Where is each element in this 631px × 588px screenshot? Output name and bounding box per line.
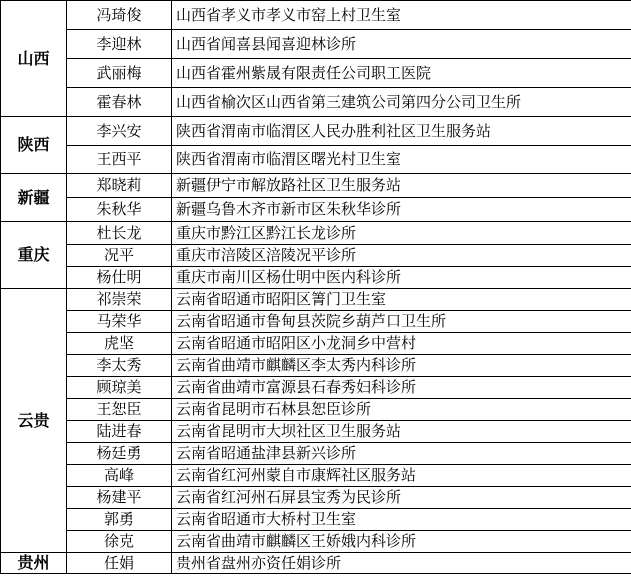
name-cell: 高峰 [67, 465, 172, 487]
address-cell: 重庆市南川区杨仕明中医内科诊所 [172, 267, 631, 289]
table-row [1, 421, 631, 443]
table-row [1, 222, 631, 245]
name-cell: 陆进春 [67, 421, 172, 443]
address-cell: 云南省昭通盐津县新兴诊所 [172, 443, 631, 465]
name-cell: 杨廷勇 [67, 443, 172, 465]
name-cell: 李太秀 [67, 355, 172, 377]
table-row [1, 267, 631, 289]
name-cell: 王西平 [67, 146, 172, 174]
table-row [1, 531, 631, 553]
address-cell: 云南省曲靖市富源县石春秀妇科诊所 [172, 377, 631, 399]
address-cell: 新疆伊宁市解放路社区卫生服务站 [172, 174, 631, 198]
table-row [1, 59, 631, 88]
address-cell: 云南省昭通市大桥村卫生室 [172, 509, 631, 531]
table-row [1, 465, 631, 487]
name-cell: 祁崇荣 [67, 289, 172, 311]
address-cell: 云南省红河州石屏县宝秀为民诊所 [172, 487, 631, 509]
address-cell: 重庆市涪陵区涪陵况平诊所 [172, 245, 631, 267]
address-cell: 云南省昆明市石林县恕臣诊所 [172, 399, 631, 421]
table-row [1, 88, 631, 117]
address-cell: 陕西省渭南市临渭区人民办胜利社区卫生服务站 [172, 117, 631, 146]
name-cell: 冯琦俊 [67, 1, 172, 30]
name-cell: 杜长龙 [67, 222, 172, 245]
name-cell: 郭勇 [67, 509, 172, 531]
name-cell: 杨仕明 [67, 267, 172, 289]
name-cell: 马荣华 [67, 311, 172, 333]
address-cell: 新疆乌鲁木齐市新市区朱秋华诊所 [172, 198, 631, 222]
province-cell: 新疆 [1, 174, 67, 222]
address-cell: 云南省曲靖市麒麟区王娇娥内科诊所 [172, 531, 631, 553]
address-cell: 云南省昭通市昭阳区小龙洞乡中营村 [172, 333, 631, 355]
name-cell: 王恕臣 [67, 399, 172, 421]
table-row [1, 245, 631, 267]
name-cell: 武丽梅 [67, 59, 172, 88]
table-row [1, 30, 631, 59]
address-cell: 云南省红河州蒙自市康辉社区服务站 [172, 465, 631, 487]
address-cell: 云南省昭通市鲁甸县茨院乡葫芦口卫生所 [172, 311, 631, 333]
table-row [1, 553, 631, 574]
address-cell: 云南省昆明市大坝社区卫生服务站 [172, 421, 631, 443]
table-row [1, 333, 631, 355]
table-row [1, 1, 631, 30]
name-cell: 李迎林 [67, 30, 172, 59]
name-cell: 李兴安 [67, 117, 172, 146]
address-cell: 山西省孝义市孝义市窑上村卫生室 [172, 1, 631, 30]
province-cell: 山西 [1, 1, 67, 117]
name-cell: 杨建平 [67, 487, 172, 509]
name-cell: 况平 [67, 245, 172, 267]
table-row [1, 311, 631, 333]
address-cell: 贵州省盘州亦资任娟诊所 [172, 553, 631, 574]
province-cell: 陕西 [1, 117, 67, 174]
table-row [1, 289, 631, 311]
name-cell: 朱秋华 [67, 198, 172, 222]
table-row [1, 117, 631, 146]
address-cell: 山西省霍州紫晟有限责任公司职工医院 [172, 59, 631, 88]
table-row [1, 399, 631, 421]
address-cell: 山西省闻喜县闻喜迎林诊所 [172, 30, 631, 59]
name-cell: 顾琼美 [67, 377, 172, 399]
table-row [1, 355, 631, 377]
name-cell: 任娟 [67, 553, 172, 574]
name-cell: 郑晓莉 [67, 174, 172, 198]
table-row [1, 146, 631, 174]
province-cell: 重庆 [1, 222, 67, 289]
table-row [1, 198, 631, 222]
table-row [1, 174, 631, 198]
province-cell: 贵州 [1, 553, 67, 574]
table-row [1, 443, 631, 465]
province-cell: 云贵 [1, 289, 67, 553]
address-cell: 陕西省渭南市临渭区曙光村卫生室 [172, 146, 631, 174]
name-cell: 徐克 [67, 531, 172, 553]
address-cell: 山西省榆次区山西省第三建筑公司第四分公司卫生所 [172, 88, 631, 117]
address-cell: 云南省曲靖市麒麟区李太秀内科诊所 [172, 355, 631, 377]
table-row [1, 377, 631, 399]
name-cell: 虎坚 [67, 333, 172, 355]
address-cell: 重庆市黔江区黔江长龙诊所 [172, 222, 631, 245]
address-cell: 云南省昭通市昭阳区箐门卫生室 [172, 289, 631, 311]
table-row [1, 509, 631, 531]
name-cell: 霍春林 [67, 88, 172, 117]
table-row [1, 487, 631, 509]
